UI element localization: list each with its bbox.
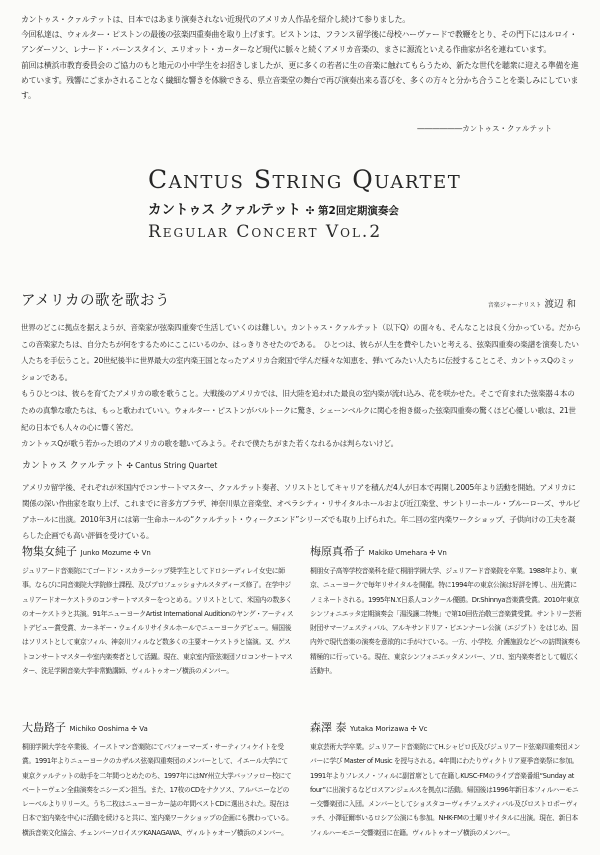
member-name-ja: 梅原真希子 — [310, 545, 365, 558]
member-profile — [310, 719, 582, 840]
title-sub: ✣ 第2回定期演奏会 — [305, 205, 399, 217]
intro-paragraph: 前回は横浜市教育委員会のご協力のもと地元の小中学生をお招きしましたが、更に多くの若者に生の音楽に触れてもらうため、新たな世代を聴衆に迎える準備を進めています。残響にごまかされることなく繊細な響きを体験できる、県立音楽堂の舞台で再び演奏出来る喜びを、多くの方々と分かち合うことを楽しみにしています。 — [21, 60, 579, 101]
quartet-profile: アメリカ留学後、それぞれが米国内でコンサートマスター、クァルテット奏者、ソリストとしてキャリアを積んだ4人が日本で再開し2005年より活動を開始。アメリカに関係の深い作曲家を取り上げ、これまでに音多方ブラザ、神奈川県立音楽堂、オペラシティ・リサイタルホールおよび近江楽堂、サントリーホール・ブルーローズ、サルビアホールに出演。2010年3月には第一生命ホールの“クァルテット・ウィークエンド”シリーズでも取り上げられた。年二回の室内楽ワークショップ、子供向けの工夫を凝らした企画でも高い評価を受けている。 — [22, 483, 580, 540]
essay-body — [21, 320, 581, 453]
essay-byline — [488, 296, 576, 310]
intro-paragraph: 今回私達は、ウォルター・ピストンの最後の弦楽四重奏曲を取り上げます。ピストンは、フランス留学後に母校ハーヴァードで教鞭をとり、その門下にはルロイ・アンダーソン、レナード・バーンスタイン、エリオット・カーターなど現代に脈々と続くアメリカ音楽の、まさに源流といえる作曲家が名を連ねています。 — [21, 30, 577, 55]
member-name-ja: 物集女純子 — [22, 545, 77, 558]
member-name-ja: 森澤 泰 — [310, 721, 347, 734]
quartet-heading — [22, 458, 217, 471]
essay-paragraph: もうひとつは、彼らを育てたアメリカの歌を歌うこと。大戦後のアメリカでは、旧大陸を追われた最良の室内楽が流れ込み、花を咲かせた。そこで育まれた弦楽器４本のための真摯な歌たちは、もっと歌われていい。ウォルター・ピストンがバルトークに驚き、シェーンベルクに関心を抱き綴った弦楽四重奏の驚くほど心優しい歌は、21世紀の日本でも人々の心に響く筈だ。 — [21, 389, 576, 432]
member-bio: ジュリアード音楽院にてゴードン・スカラーシップ奨学生としてドロシーディレイ女史に師事。ならびに同音楽院大学院修士課程、及びプロフェッショナルスタディーズ修了。在学中ジュリアードオーケストラのコンサートマスターをつとめる。ソリストとして、米国内の数多くのオーケストラと共演。91年ニューヨークArtist International Auditionのヤング・アーティストデビュー賞受賞、カーネギー・ウェイルリサイタルホールでニューヨークデビュー。帰国後はソリストとして東京フィル、神奈川フィルなど数多くの主要オーケストラと協演。又、ゲストコンサートマスターや室内楽奏者として活躍。現在、東京室内管弦楽団ソロコンサートマスター、洗足学園音楽大学非常勤講師、ヴィルトゥオーゾ横浜のメンバー。 — [22, 567, 294, 676]
member-name — [310, 719, 582, 735]
intro-text — [21, 12, 579, 103]
member-name-en: Yutaka Morizawa ✣ Vc — [350, 725, 428, 733]
title-ja: カントゥス クァルテット — [148, 202, 301, 218]
author-name: 渡辺 和 — [544, 299, 576, 310]
essay-paragraph: 世界のどこに拠点を据えようが、音楽家が弦楽四重奏で生活していくのは難しい。カントゥス・クァルテット（以下Q）の面々も、そんなことは良く分かっている。だからこの音楽家たちは、自分たちが何をするためにここにいるのか、はっきりさせたのである。 ひとつは、彼らが人生を費やしたいと考える、弦楽四重奏の楽譜を演奏したい人たちを手伝うこと。20世紀後半に世界最大の室内楽王国となったアメリカ合衆国で学んだ様々な知恵を、弾いてみたい人たちに伝授することこそ、カントゥスQのミッションである。 — [21, 323, 581, 382]
member-name-ja: 大島路子 — [22, 721, 66, 734]
quartet-title-ja — [148, 198, 548, 218]
concert-title: Regular Concert Vol.2 — [148, 222, 383, 242]
quartet-name-en: ✣ Cantus String Quartet — [126, 461, 218, 470]
member-name — [22, 719, 294, 735]
member-bio: 桐朋学園大学を卒業後、イーストマン音楽院にてパフォーマーズ・サーティフィケイトを受賞。1991年よりニューヨークのカザルス弦楽四重奏団のメンバーとして、イエール大学にて東京クァルテットの助手を二年間つとめたのち、1997年にはNY州立大学バッファロー校にてベートーヴェン全曲演奏をニシーズン担当。また、17枚のCDをナクソス、アルバニーなどのレーベルよりリリース。うち二枚はニューヨーカー誌の年間ベストCDに選出された。現在は日本で室内楽を中心に活動を続けると共に、室内楽ワークショップの企画にも携わっている。横浜音楽文化協会、チェンバーソロイスツKANAGAWA、ヴィルトゥオーゾ横浜のメンバー。 — [22, 743, 293, 837]
member-name-en: Junko Mozume ✣ Vn — [80, 549, 151, 557]
member-profile — [310, 543, 582, 678]
member-name — [310, 543, 582, 559]
member-profile — [22, 719, 294, 840]
member-bio: 東京芸術大学卒業。ジュリアード音楽院にてH.シャピロ氏及びジュリアード弦楽四重奏団メンバーに学び Master of Music を授与される。4年間にわたりヴィクトリア夏季音楽祭に参加。1991年よりフレスノ・フィルに副首席として在籍しKUSC-FMのライブ音楽番組“Sunday at four”に出演するなどロスアンジェルスを拠点に活動。帰国後は1996年新日本フィルハーモニー交響楽団に入団。メンバーとしてショスタコーヴィチフェスティバル及びロストロポーヴィッチ、小澤征爾率いるロシア公演にも参加。NHK-FMの土曜リサイタルに出演。現在、新日本フィルハーモニー交響楽団に在籍。ヴィルトゥオーゾ横浜のメンバー。 — [310, 743, 580, 837]
intro-signature: ――――――カントゥス・クァルテット — [417, 124, 552, 133]
member-bio: 桐朋女子高等学校音楽科を経て桐朋学園大学、ジュリアード音楽院を卒業。1988年より、東京、ニューヨークで毎年リサイタルを開催。特に1994年の東京公演は好評を博し、出光賞にノミネートされる。1995年N.Y.日系人コンクール優勝。Dr.Shinnya音楽賞受賞。2010年東京シンフォニエッタ定期演奏会「湯浅讓二特集」で第10回佐治敬三音楽賞受賞。サントリー芸術財団サマーフェスティバル、アルキサンドリア・ビエンナーレ公演（エジプト）をはじめ、国内外で現代音楽の演奏を意欲的に手がけている。一方、小学校、介護施設などへの訪問演奏も精極的に行っている。現在、東京シンフォニエッタメンバー、ソロ、室内楽奏者として幅広く活動中。 — [310, 567, 582, 676]
concert-header — [148, 165, 548, 242]
member-name — [22, 543, 294, 559]
quartet-title-en: Cantus String Quartet — [148, 165, 462, 194]
essay-paragraph: カントゥスQが歌う若かった頃のアメリカの歌を聴いてみよう。それで僕たちがまた若くなれるかは判らないけど。 — [21, 439, 398, 449]
quartet-name-ja: カントゥス クァルテット — [22, 461, 124, 471]
intro-paragraph: カントゥス・クァルテットは、日本ではあまり演奏されない近現代のアメリカ人作品を紹介し続けて参りました。 — [21, 15, 410, 24]
member-name-en: Michiko Ooshima ✣ Va — [69, 725, 148, 733]
author-role: 音楽ジャーナリスト — [487, 302, 542, 309]
member-profile — [22, 543, 294, 678]
member-name-en: Makiko Umehara ✣ Vn — [368, 549, 447, 557]
essay-title: アメリカの歌を歌おう — [21, 293, 170, 309]
